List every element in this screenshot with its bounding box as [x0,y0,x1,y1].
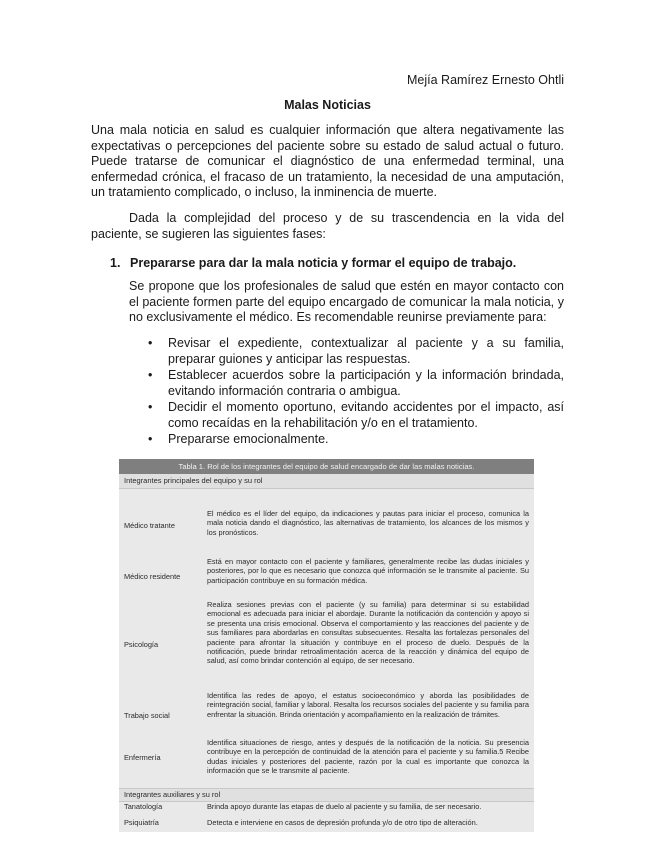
desc-cell: El médico es el líder del equipo, da indicaciones y pautas para iniciar el proceso, comunica la mala noticia dando el diagnóstico, las alternativas de tratamiento, los alcances de los mismos y los pronósticos. [207,509,529,537]
roles-table [119,459,534,832]
preparation-list [148,336,564,449]
desc-cell: Está en mayor contacto con el paciente y familiares, generalmente recibe las dudas iniciales y posteriores, por lo que es necesario que conozca qué información se le transmite al paciente. Su participación contribuye en su formación médica. [207,557,529,585]
bullet-icon: • [148,336,153,350]
bullet-icon: • [148,400,153,414]
step-number: 1. [110,256,121,270]
role-cell: Psicología [124,640,159,649]
bullet-icon: • [148,432,153,446]
desc-cell: Identifica las redes de apoyo, el estatus socioeconómico y aborda las posibilidades de reintegración social, familiar y laboral. Resalta los recursos sociales del paciente y su familia para enfrentar la situación. Brinda orientación y acompañamiento en la realización de trámites. [207,691,529,719]
list-item: • Decidir el momento oportuno, evitando accidentes por el impacto, así como recaídas en la rehabilitación y/o en el tratamiento. [148,400,564,430]
step-label: Prepararse para dar la mala noticia y formar el equipo de trabajo. [130,256,517,270]
bullet-icon: • [148,368,153,382]
desc-cell: Brinda apoyo durante las etapas de duelo al paciente y su familia, de ser necesario. [207,802,482,811]
role-cell: Médico tratante [124,521,175,530]
desc-cell: Detecta e interviene en casos de depresión profunda y/o de otro tipo de alteración. [207,818,478,827]
section-main-header: Integrantes principales del equipo y su rol [119,474,534,489]
document-title: Malas Noticias [284,98,371,112]
role-cell: Trabajo social [124,711,170,720]
role-cell: Tanatología [124,802,163,811]
team-paragraph: Se propone que los profesionales de salud que estén en mayor contacto con el paciente formen parte del equipo encargado de comunicar la mala noticia, y no exclusivamente el médico. Es recomendable reunirse previamente para: [129,279,564,324]
author-name: Mejía Ramírez Ernesto Ohtli [407,73,564,87]
role-cell: Médico residente [124,572,181,581]
desc-cell: Identifica situaciones de riesgo, antes y después de la notificación de la noticia. Su presencia contribuye en la percepción de continuidad de la atención para el paciente y su familia.5 Recibe dudas iniciales y posteriores del paciente, razón por la cual es importante que conozca la información que se le transmite al paciente. [207,738,529,776]
phases-paragraph: Dada la complejidad del proceso y de su trascendencia en la vida del paciente, se sugieren las siguientes fases: [91,211,564,241]
role-cell: Psiquiatría [124,818,159,827]
list-item: • Prepararse emocionalmente. [148,432,329,446]
step-heading [110,256,516,270]
intro-paragraph: Una mala noticia en salud es cualquier información que altera negativamente las expectativas o percepciones del paciente sobre su estado de salud actual o futuro. Puede tratarse de comunicar el diagnóstico de una enfermedad terminal, una enfermedad crónica, el fracaso de un tratamiento, la necesidad de una amputación, un tratamiento complicado, o incluso, la inminencia de muerte. [91,123,564,199]
list-item: • Revisar el expediente, contextualizar al paciente y a su familia, preparar guiones y anticipar las respuestas. [148,336,564,366]
table-caption: Tabla 1. Rol de los integrantes del equipo de salud encargado de dar las malas noticias. [119,459,534,474]
section-aux-header: Integrantes auxiliares y su rol [119,788,534,802]
list-item: • Establecer acuerdos sobre la participación y la información brindada, evitando información contraria o ambigua. [148,368,564,398]
desc-cell: Realiza sesiones previas con el paciente (y su familia) para determinar si su estabilidad emocional es adecuada para iniciar el abordaje. Durante la notificación da contención y apoyo si se presenta una crisis emocional. Observa el comportamiento y las reacciones del paciente y de sus familiares para abordarlas en consultas subsecuentes. Resalta las fortalezas personales del paciente para afrontar la situación y contribuye en el proceso de duelo. Después de la notificación, puede brindar retroalimentación acerca de la reacción y dinámica del equipo de salud, así como brindar contención al equipo, de ser necesario. [207,600,529,666]
role-cell: Enfermería [124,753,161,762]
